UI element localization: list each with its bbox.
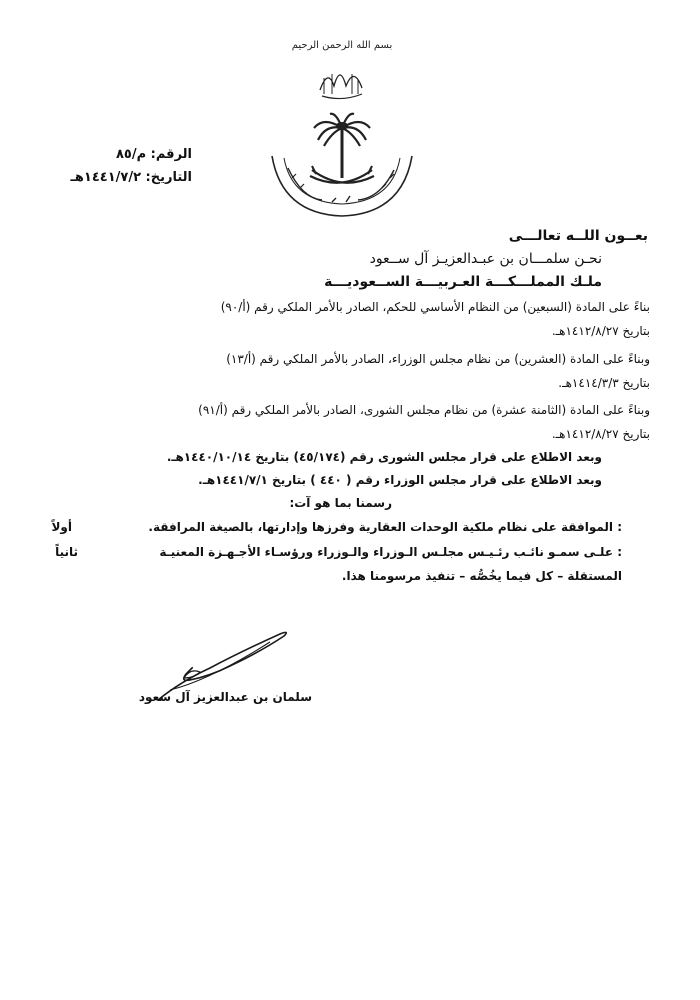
ministers-review: وبعد الاطلاع على قرار مجلس الوزراء رقم ( ٤٤٠ ) بتاريخ ١٤٤١/٧/١هـ. [198, 473, 602, 487]
recital-3-line-b: بتاريخ ١٤١٢/٨/٢٧هـ. [551, 427, 650, 441]
article-2-label: ثانياً [55, 545, 78, 559]
emblem-graphic [262, 28, 422, 218]
king-title-line: ملـك المملـــكـــة العـربيـــة الســعوديـــة [324, 274, 602, 290]
decree-date: التاريخ: ١٤٤١/٧/٢هـ [70, 170, 192, 185]
decree-intro: رسمنا بما هو آت: [289, 496, 392, 510]
recital-2-line-b: بتاريخ ١٤١٤/٣/٣هـ. [558, 376, 650, 390]
basmala-text: بسم الله الرحمن الرحيم [291, 40, 393, 51]
shahada-calligraphy [320, 74, 362, 99]
article-1-text: : الموافقة على نظام ملكية الوحدات العقارية وفرزها وإدارتها، بالصيغة المرافقة. [148, 520, 622, 534]
seal-text: المملكة العربية السعودية [336, 210, 348, 211]
recital-3-line-a: وبناءً على المادة (الثامنة عشرة) من نظام مجلس الشورى، الصادر بالأمر الملكي رقم (أ/٩١) [198, 403, 650, 417]
signatory-name: سلمان بن عبدالعزيز آل سعود [138, 690, 312, 704]
opening-invocation: بعــون اللــه تعالـــى [508, 228, 648, 244]
king-name-line: نحـن سلمـــان بن عبـدالعزيـز آل ســعود [369, 251, 602, 267]
recital-1-line-a: بناءً على المادة (السبعين) من النظام الأساسي للحكم، الصادر بالأمر الملكي رقم (أ/٩٠) [220, 300, 650, 314]
decree-number: الرقم: م/٨٥ [115, 147, 192, 162]
recital-2-line-a: وبناءً على المادة (العشرين) من نظام مجلس الوزراء، الصادر بالأمر الملكي رقم (أ/١٣) [226, 352, 650, 366]
article-2-text: : علـى سمـو نائـب رئـيـس مجلـس الـوزراء والـوزراء ورؤسـاء الأجـهـزة المعنيـة [159, 545, 622, 559]
article-2-text-continued: المستقلة – كل فيما يخُصُّه – تنفيذ مرسومنا هذا. [341, 569, 622, 583]
palm-tree-icon [314, 114, 370, 178]
recital-1-line-b: بتاريخ ١٤١٢/٨/٢٧هـ. [551, 324, 650, 338]
shura-review: وبعد الاطلاع على قرار مجلس الشورى رقم (٤٥/١٧٤) بتاريخ ١٤٤٠/١٠/١٤هـ. [166, 450, 602, 464]
shahada-text: لا إله إلا الله محمد رسول الله [335, 106, 349, 107]
article-1-label: أولاً [51, 520, 72, 534]
royal-emblem [262, 28, 422, 218]
